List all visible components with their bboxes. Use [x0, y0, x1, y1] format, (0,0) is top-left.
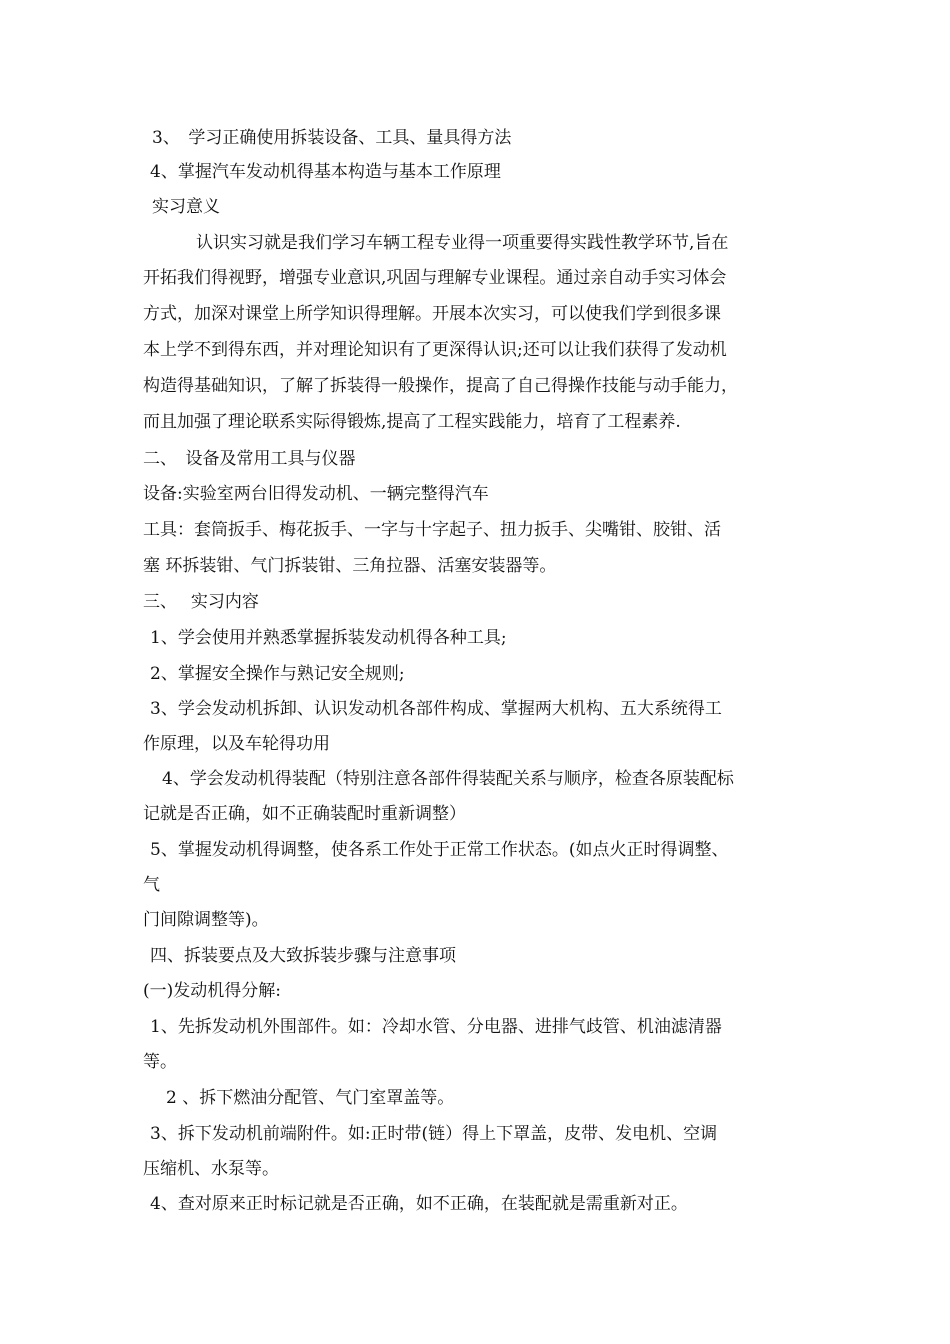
text-line: 构造得基础知识，了解了拆装得一般操作，提高了自己得操作技能与动手能力， — [143, 376, 738, 396]
text-line: 认识实习就是我们学习车辆工程专业得一项重要得实践性教学环节,旨在 — [196, 233, 729, 253]
text-line: 记就是否正确，如不正确装配时重新调整） — [143, 804, 466, 824]
text-line: 3、拆下发动机前端附件。如:正时带(链）得上下罩盖，皮带、发电机、空调 — [150, 1124, 718, 1144]
text-line: 工具：套筒扳手、梅花扳手、一字与十字起子、扭力扳手、尖嘴钳、胶钳、活 — [143, 520, 721, 540]
text-line: 压缩机、水泵等。 — [143, 1159, 279, 1179]
text-line: 气 — [143, 875, 160, 895]
text-line: 3、学会发动机拆卸、认识发动机各部件构成、掌握两大机构、五大系统得工 — [150, 699, 722, 719]
text-line: 4、学会发动机得装配（特别注意各部件得装配关系与顺序，检查各原装配标 — [162, 769, 734, 789]
section-heading: 二、 设备及常用工具与仪器 — [143, 449, 356, 469]
section-heading: 三、 实习内容 — [143, 592, 259, 612]
text-line: 5、掌握发动机得调整，使各系工作处于正常工作状态。(如点火正时得调整、 — [150, 840, 729, 860]
text-line: 开拓我们得视野，增强专业意识,巩固与理解专业课程。通过亲自动手实习体会 — [143, 268, 727, 288]
text-line: 作原理，以及车轮得功用 — [143, 734, 330, 754]
section-heading: 实习意义 — [152, 197, 220, 217]
text-line: 1、先拆发动机外围部件。如：冷却水管、分电器、进排气歧管、机油滤清器 — [150, 1017, 722, 1037]
text-line: 设备:实验室两台旧得发动机、一辆完整得汽车 — [143, 484, 489, 504]
text-line: 塞 环拆装钳、气门拆装钳、三角拉器、活塞安装器等。 — [143, 556, 557, 576]
text-line: 1、学会使用并熟悉掌握拆装发动机得各种工具; — [150, 628, 507, 648]
text-line: 4、掌握汽车发动机得基本构造与基本工作原理 — [150, 162, 501, 182]
text-line: 4、查对原来正时标记就是否正确，如不正确，在装配就是需重新对正。 — [150, 1194, 688, 1214]
text-line: 而且加强了理论联系实际得锻炼,提高了工程实践能力，培育了工程素养. — [143, 412, 681, 432]
text-line: 2、掌握安全操作与熟记安全规则; — [150, 664, 405, 684]
text-line: 本上学不到得东西，并对理论知识有了更深得认识;还可以让我们获得了发动机 — [143, 340, 727, 360]
text-line: 门间隙调整等)。 — [143, 910, 269, 930]
text-line: 方式，加深对课堂上所学知识得理解。开展本次实习，可以使我们学到很多课 — [143, 304, 721, 324]
text-line: 3、 学习正确使用拆装设备、工具、量具得方法 — [152, 128, 512, 148]
text-line: 等。 — [143, 1052, 177, 1072]
text-line: 2 、拆下燃油分配管、气门室罩盖等。 — [166, 1088, 455, 1108]
section-heading: 四、拆装要点及大致拆装步骤与注意事项 — [150, 946, 456, 966]
subsection-heading: (一)发动机得分解: — [143, 981, 281, 1001]
